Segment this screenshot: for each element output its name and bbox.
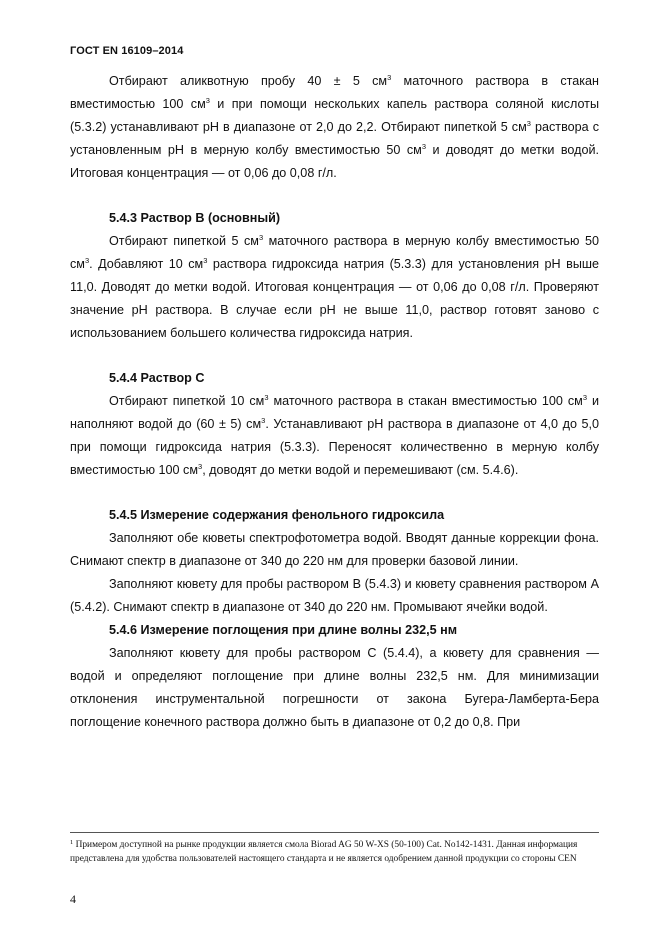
section-continuation — [70, 70, 599, 185]
superscript: 3 — [261, 416, 266, 425]
paragraph: Заполняют кювету для пробы раствором С (5.4.4), а кювету для сравнения — водой и определяют поглощение при длине волны 232,5 нм. Для минимизации отклонения инструментальной погрешности от закона Бугера-Ламберта-Бера поглощение конечного раствора должно быть в диапазоне от 0,2 до 0,8. При — [70, 646, 599, 729]
paragraph: Заполняют кювету для пробы раствором В (5.4.3) и кювету сравнения раствором А (5.4.2). Снимают спектр в диапазоне от 340 до 220 нм. Промывают ячейки водой. — [70, 577, 599, 614]
section-heading: 5.4.4 Раствор С — [109, 371, 205, 385]
section-heading: 5.4.5 Измерение содержания фенольного гидроксила — [109, 508, 445, 522]
section-5-4-4 — [70, 367, 599, 482]
footnote-marker: 1 — [70, 839, 74, 846]
superscript: 3 — [84, 256, 90, 265]
superscript: 3 — [198, 462, 203, 471]
spacer — [70, 185, 599, 207]
superscript: 3 — [421, 142, 426, 151]
document-body — [70, 70, 599, 734]
section-5-4-3 — [70, 207, 599, 345]
superscript: 3 — [387, 73, 392, 82]
superscript: 3 — [258, 233, 264, 242]
superscript: 3 — [526, 119, 531, 128]
running-header: ГОСТ EN 16109–2014 — [70, 45, 184, 57]
superscript: 3 — [264, 393, 269, 402]
superscript: 3 — [582, 393, 587, 402]
paragraph: Отбирают пипеткой 10 $см^3$ маточного раствора в стакан вместимостью 100 $см^3$ и наполняют водой до (60 ± 5) $см^3$. Устанавливают pH раствора в диапазоне от 4,0 до 5,0 при помощи гидроксида натрия (5.3.3). Переносят количественно в мерную колбу вместимостью 100 $см^3$, доводят до метки водой и перемешивают (см. 5.4.6). — [70, 393, 600, 477]
section-heading: 5.4.6 Измерение поглощения при длине волны 232,5 нм — [109, 623, 458, 637]
section-heading: 5.4.3 Раствор В (основный) — [109, 211, 281, 225]
paragraph: Отбирают аликвотную пробу 40 ± 5 $см^3$ маточного раствора в стакан вместимостью 100 $см^3$ и при помощи нескольких капель раствора соляной кислоты (5.3.2) устанавливают pH в диапазоне от 2,0 до 2,2. Отбирают пипеткой 5 $см^3$ раствора с установленным pH в мерную колбу вместимостью 50 $см^3$ и доводят до метки водой. Итоговая концентрация — от 0,06 до 0,08 г/л. — [70, 73, 600, 180]
superscript: 3 — [205, 96, 210, 105]
spacer — [70, 345, 599, 367]
superscript: 3 — [203, 256, 208, 265]
paragraph: Заполняют обе кюветы спектрофотометра водой. Вводят данные коррекции фона. Снимают спектр в диапазоне от 340 до 220 нм для проверки базовой линии. — [70, 531, 599, 568]
footnote — [70, 838, 599, 866]
footnote-text: Примером доступной на рынке продукции является смола Biorad AG 50 W-XS (50-100) Cat. No142-1431. Данная информация представлена для удобства пользователей настоящего стандарта и не является одобрением данной продукции со стороны CEN — [70, 840, 578, 864]
page-number: 4 — [70, 892, 76, 906]
paragraph: Отбирают пипеткой 5 $см^3$ маточного раствора в мерную колбу вместимостью 50 $см^3$. Добавляют 10 $см^3$ раствора гидроксида натрия (5.3.3) для установления pH выше 11,0. Доводят до метки водой. Итоговая концентрация — от 0,06 до 0,08 г/л. Проверяют значение pH раствора. В случае если pH не выше 11,0, раствор готовят заново с использованием большего количества гидроксида натрия. — [70, 233, 599, 340]
spacer — [70, 482, 599, 504]
section-5-4-5 — [70, 504, 599, 619]
footnote-divider — [70, 832, 599, 833]
section-5-4-6 — [70, 619, 599, 734]
